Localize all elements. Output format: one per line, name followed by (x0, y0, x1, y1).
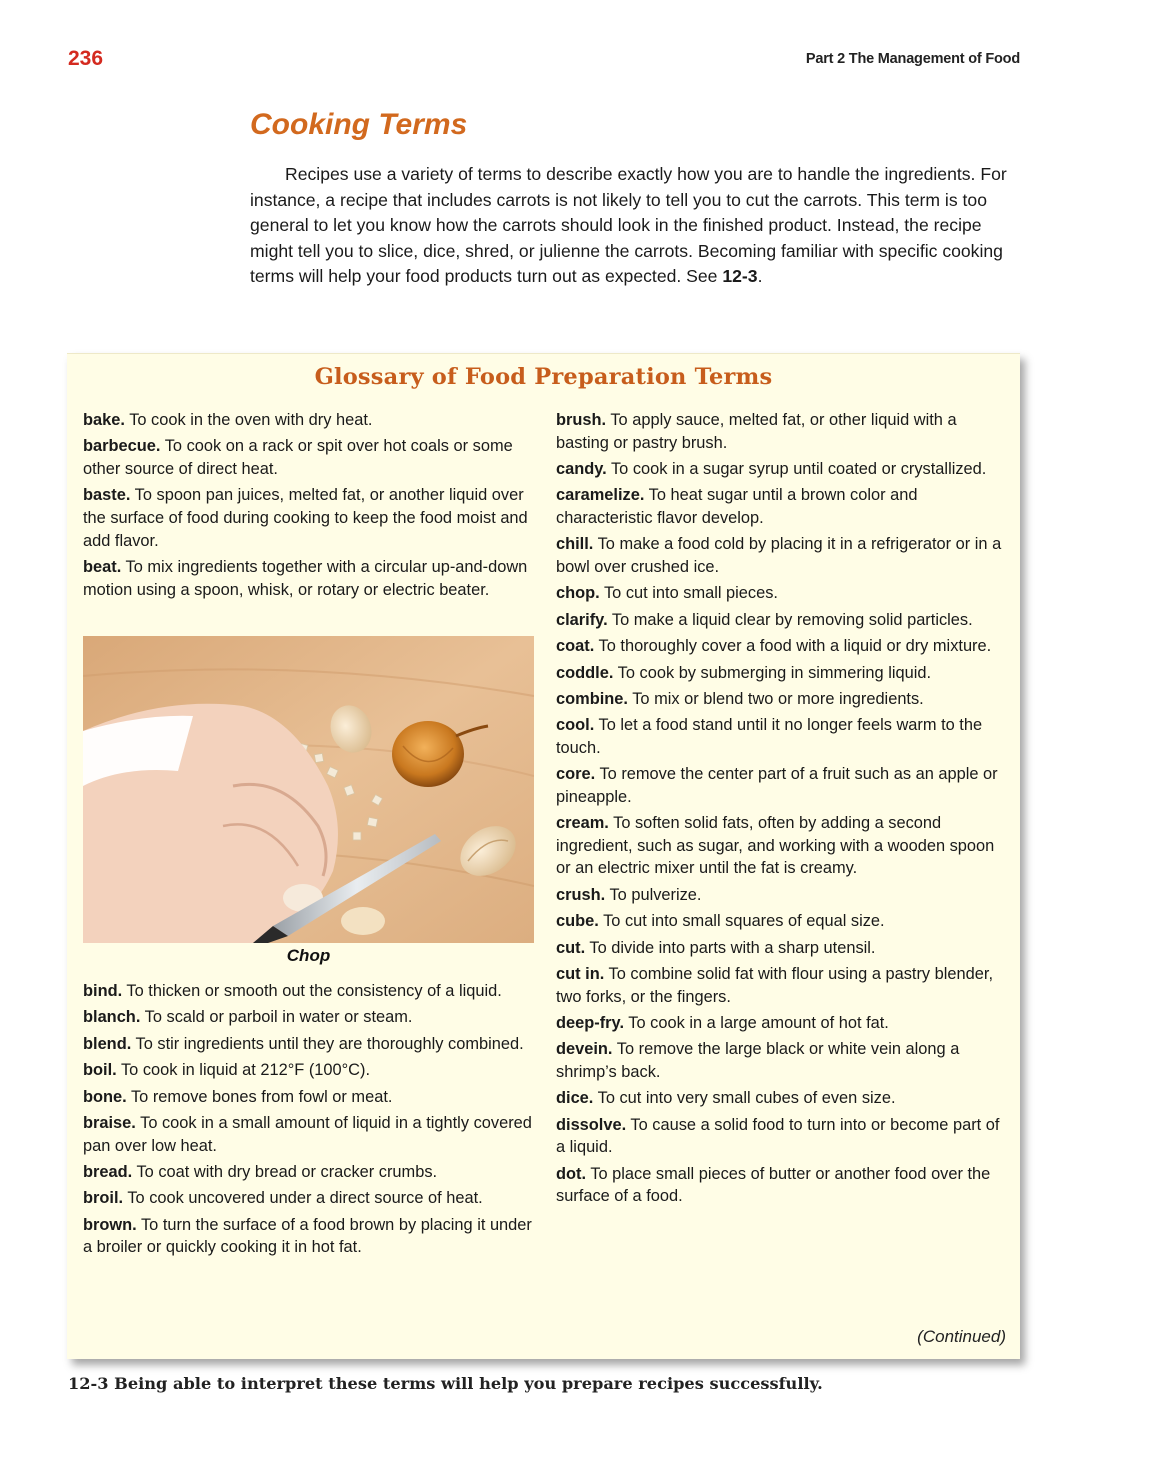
section-title: Cooking Terms (250, 108, 468, 141)
glossary-definition: To spoon pan juices, melted fat, or another liquid over the surface of food during cooking to keep the food moist and add flavor. (83, 486, 528, 550)
glossary-term: chop. (556, 584, 600, 603)
glossary-title: Glossary of Food Preparation Terms (314, 364, 773, 390)
glossary-entry (83, 1187, 535, 1210)
glossary-term: devein. (556, 1040, 613, 1059)
glossary-definition: To cut into small squares of equal size. (603, 912, 885, 931)
glossary-entry (556, 884, 1008, 907)
glossary-entry (83, 980, 535, 1003)
glossary-entry (556, 1114, 1008, 1159)
glossary-definition: To make a liquid clear by removing solid particles. (611, 610, 973, 629)
glossary-definition: To cut into small pieces. (603, 584, 778, 603)
glossary-entry (556, 533, 1008, 578)
glossary-definition: To cause a solid food to turn into or become part of a liquid. (556, 1115, 1000, 1157)
glossary-term: brush. (556, 411, 607, 429)
glossary-definition: To thoroughly cover a food with a liquid or dry mixture. (598, 637, 992, 656)
glossary-entry (83, 435, 535, 480)
glossary-term: core. (556, 765, 596, 784)
glossary-entry (83, 1086, 535, 1109)
glossary-term: blanch. (83, 1008, 141, 1027)
glossary-definition: To scald or parboil in water or steam. (144, 1008, 413, 1027)
glossary-entry (556, 635, 1008, 658)
glossary-definition: To cut into very small cubes of even size. (597, 1089, 896, 1108)
glossary-definition: To coat with dry bread or cracker crumbs. (136, 1162, 438, 1181)
figure-reference: 12-3 (722, 266, 758, 286)
glossary-definition: To cook in liquid at 212°F (100°C). (120, 1061, 371, 1080)
glossary-term: braise. (83, 1113, 136, 1132)
glossary-entry (556, 1012, 1008, 1035)
glossary-term: clarify. (556, 610, 608, 629)
glossary-definition: To combine solid fat with flour using a pastry blender, two forks, or the fingers. (556, 965, 994, 1006)
glossary-entry (556, 1038, 1008, 1083)
glossary-definition: To cook in a sugar syrup until coated or crystallized. (610, 459, 987, 478)
glossary-entry (83, 484, 535, 552)
figure-caption: 12-3 Being able to interpret these terms will help you prepare recipes successfully. (68, 1374, 823, 1393)
glossary-entry (556, 1163, 1008, 1208)
glossary-entry (556, 662, 1008, 685)
glossary-column-left-top (83, 409, 535, 605)
glossary-entry (556, 812, 1008, 880)
glossary-entry (556, 688, 1008, 711)
glossary-definition: To stir ingredients until they are thoroughly combined. (135, 1034, 524, 1053)
glossary-entry (83, 409, 535, 432)
glossary-entry (556, 763, 1008, 808)
glossary-entry (556, 458, 1008, 481)
glossary-definition: To remove the large black or white vein along a shrimp’s back. (556, 1040, 960, 1081)
glossary-term: caramelize. (556, 486, 645, 505)
glossary-term: candy. (556, 459, 607, 478)
glossary-term: bake. (83, 411, 125, 429)
photo-caption: Chop (286, 946, 331, 965)
glossary-term: beat. (83, 557, 122, 576)
glossary-column-right (556, 409, 1008, 1212)
glossary-entry (556, 963, 1008, 1008)
glossary-entry (83, 1112, 535, 1157)
glossary-term: coddle. (556, 663, 614, 682)
chop-illustration (83, 636, 534, 943)
glossary-definition: To turn the surface of a food brown by placing it under a broiler or quickly cooking it in hot fat. (83, 1215, 532, 1257)
chop-photo (83, 636, 534, 943)
glossary-term: dice. (556, 1089, 594, 1108)
glossary-entry (556, 409, 1008, 454)
glossary-term: dissolve. (556, 1115, 627, 1134)
glossary-term: blend. (83, 1034, 132, 1053)
glossary-definition: To remove bones from fowl or meat. (130, 1087, 393, 1106)
glossary-definition: To cook in the oven with dry heat. (129, 411, 373, 429)
glossary-term: cube. (556, 912, 599, 931)
glossary-term: baste. (83, 486, 131, 505)
glossary-term: crush. (556, 885, 606, 904)
glossary-definition: To apply sauce, melted fat, or other liquid with a basting or pastry brush. (556, 411, 957, 452)
running-head: Part 2 The Management of Food (805, 51, 1020, 67)
glossary-entry (83, 1006, 535, 1029)
continued-note: (Continued) (917, 1327, 1006, 1346)
glossary-entry (83, 1161, 535, 1184)
glossary-term: coat. (556, 637, 595, 656)
glossary-term: dot. (556, 1164, 587, 1183)
glossary-term: combine. (556, 689, 628, 708)
glossary-entry (556, 1087, 1008, 1110)
glossary-entry (556, 937, 1008, 960)
glossary-entry (556, 714, 1008, 759)
glossary-definition: To pulverize. (609, 885, 702, 904)
glossary-entry (83, 556, 535, 601)
glossary-term: cool. (556, 716, 595, 735)
glossary-definition: To mix ingredients together with a circular up-and-down motion using a spoon, whisk, or rotary or electric beater. (83, 557, 528, 599)
glossary-definition: To thicken or smooth out the consistency of a liquid. (126, 982, 502, 1000)
glossary-definition: To cook in a large amount of hot fat. (628, 1014, 889, 1032)
intro-text: Recipes use a variety of terms to describe exactly how you are to handle the ingredients. For instance, a recipe that includes carrots is not likely to tell you to cut the carrots. This term is too general to let you know how the carrots should look in the finished product. Instead, the recipe might tell you to slice, dice, shred, or julienne the carrots. Becoming familiar with specific cooking terms will help your food products turn out as expected. See (250, 164, 1007, 286)
glossary-column-left-bottom (83, 980, 535, 1263)
glossary-definition: To make a food cold by placing it in a refrigerator or in a bowl over crushed ice. (556, 535, 1002, 576)
glossary-definition: To divide into parts with a sharp utensil. (589, 938, 876, 957)
glossary-definition: To cook on a rack or spit over hot coals or some other source of direct heat. (83, 437, 513, 478)
glossary-term: bind. (83, 982, 123, 1000)
intro-paragraph (250, 162, 1020, 290)
glossary-definition: To let a food stand until it no longer feels warm to the touch. (556, 716, 983, 757)
glossary-term: bread. (83, 1162, 133, 1181)
glossary-term: cut in. (556, 965, 605, 984)
glossary-definition: To remove the center part of a fruit such as an apple or pineapple. (556, 765, 998, 806)
glossary-term: cut. (556, 938, 586, 957)
glossary-term: cream. (556, 814, 609, 833)
intro-end: . (757, 266, 763, 286)
glossary-term: deep-fry. (556, 1014, 625, 1032)
glossary-definition: To soften solid fats, often by adding a second ingredient, such as sugar, and working with a wooden spoon or an electric mixer until the fat is creamy. (556, 814, 995, 878)
glossary-entry (83, 1059, 535, 1082)
glossary-entry (556, 910, 1008, 933)
page-number: 236 (68, 47, 104, 70)
glossary-definition: To heat sugar until a brown color and characteristic flavor develop. (556, 486, 918, 527)
glossary-term: barbecue. (83, 437, 161, 456)
glossary-term: brown. (83, 1215, 137, 1234)
glossary-definition: To mix or blend two or more ingredients. (632, 689, 924, 708)
glossary-entry (556, 609, 1008, 632)
glossary-definition: To cook in a small amount of liquid in a tightly covered pan over low heat. (83, 1113, 532, 1155)
glossary-definition: To cook by submerging in simmering liquid. (617, 663, 932, 682)
glossary-term: boil. (83, 1061, 117, 1080)
glossary-definition: To place small pieces of butter or another food over the surface of a food. (556, 1164, 991, 1206)
glossary-entry (556, 484, 1008, 529)
glossary-definition: To cook uncovered under a direct source of heat. (127, 1189, 483, 1208)
glossary-entry (83, 1033, 535, 1056)
glossary-term: chill. (556, 535, 594, 554)
glossary-term: broil. (83, 1189, 124, 1208)
glossary-term: bone. (83, 1087, 127, 1106)
glossary-entry (556, 582, 1008, 605)
glossary-box (67, 353, 1020, 1359)
glossary-entry (83, 1214, 535, 1259)
